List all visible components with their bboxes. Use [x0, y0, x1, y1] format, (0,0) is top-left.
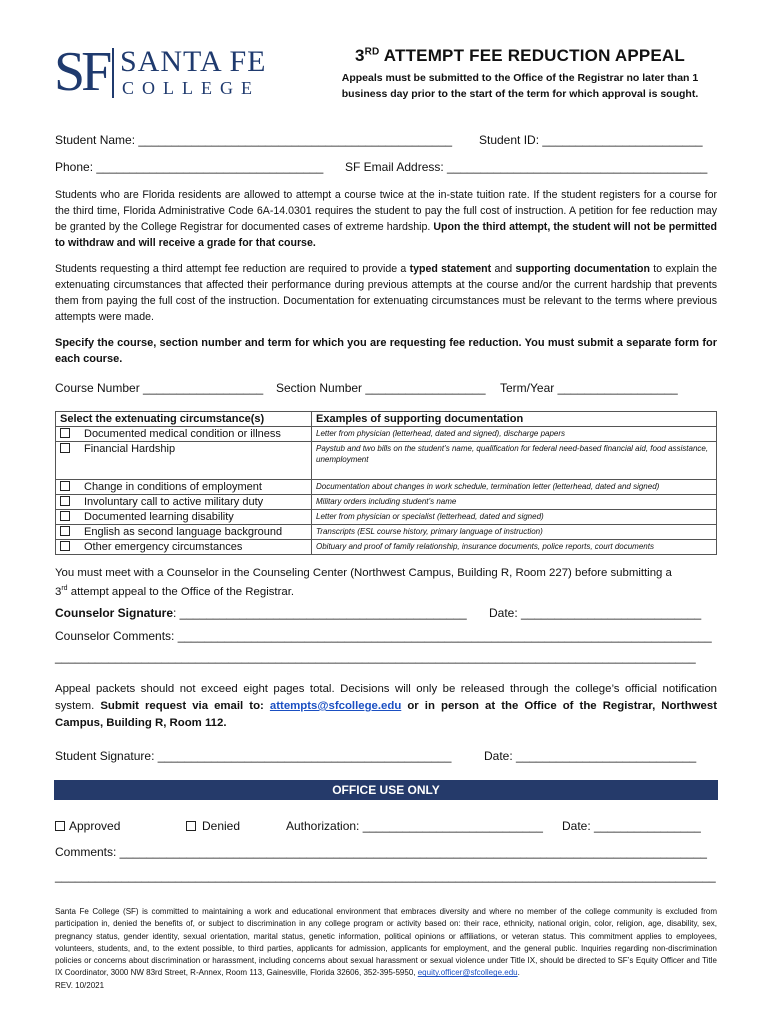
residency-paragraph: Students who are Florida residents are allowed to attempt a course twice at the in-state tuition rate. If the student registers for a course for the third time, Florida Administrative Code 6A-14.0301 requires the student to pay the full cost of instruction. A petition for fee reduction may be granted by the College Registrar for documented cases of extreme hardship. Upon the third attempt, the student will not be permitted to withdraw and will receive a grade for that course.: [55, 189, 717, 249]
counselor-comments-field[interactable]: Counselor Comments: ________________________________________________________________________________: [55, 629, 712, 643]
office-use-banner: OFFICE USE ONLY: [54, 780, 718, 800]
submission-paragraph: Appeal packets should not exceed eight pages total. Decisions will only be released through the college’s official notification system. Submit request via email to: attempts@sfcollege.edu or in person at the Office of the Registrar, Northwest Campus, Building R, Room 112.: [55, 683, 718, 729]
course-number-field[interactable]: Course Number __________________: [55, 381, 264, 395]
table-row: Documented medical condition or illness Letter from physician (letterhead, dated and signed), discharge papers: [56, 427, 717, 442]
checkbox-employment[interactable]: [60, 481, 70, 491]
approved-checkbox[interactable]: [55, 821, 65, 831]
phone-field[interactable]: Phone: __________________________________: [55, 160, 324, 174]
counselor-comments-line-2[interactable]: ________________________________________________________________________________________________: [55, 650, 696, 664]
table-row: Financial Hardship Paystub and two bills on the student’s name, qualification for federal need-based financial aid, food assistance, unemployment: [56, 442, 717, 480]
page-title: 3RD ATTEMPT FEE REDUCTION APPEAL: [354, 46, 685, 65]
checkbox-military[interactable]: [60, 496, 70, 506]
approved-option[interactable]: Approved: [55, 819, 120, 833]
table-row: Involuntary call to active military duty Military orders including student’s name: [56, 495, 717, 510]
logo-initials: SF: [54, 41, 109, 103]
table-row: English as second language background Transcripts (ESL course history, primary language of instruction): [56, 525, 717, 540]
counselor-instructions: You must meet with a Counselor in the Counseling Center (Northwest Campus, Building R, Room 227) before submitting a 3rd attempt appeal to the Office of the Registrar.: [55, 567, 672, 598]
circumstances-table: [55, 411, 717, 555]
logo-subtitle: COLLEGE: [122, 78, 260, 98]
attempts-email-link[interactable]: attempts@sfcollege.edu: [269, 700, 402, 712]
office-date-field[interactable]: Date: ________________: [562, 819, 701, 833]
authorization-field[interactable]: Authorization: ___________________________: [286, 819, 543, 833]
student-date-field[interactable]: Date: ___________________________: [484, 749, 697, 763]
table-row: Change in conditions of employment Documentation about changes in work schedule, termination letter (letterhead, dated and signed): [56, 480, 717, 495]
counselor-date-field[interactable]: Date: ___________________________: [489, 606, 702, 620]
logo-divider: [112, 48, 114, 98]
denied-option[interactable]: Denied: [186, 819, 240, 833]
specify-course-instructions: Specify the course, section number and term for which you are requesting fee reduction. You must submit a separate form for each course.: [55, 337, 717, 365]
denied-checkbox[interactable]: [186, 821, 196, 831]
checkbox-medical[interactable]: [60, 428, 70, 438]
checkbox-financial[interactable]: [60, 443, 70, 453]
college-logo: [54, 41, 274, 103]
term-year-field[interactable]: Term/Year __________________: [500, 381, 678, 395]
student-name-field[interactable]: Student Name: _______________________________________________: [55, 133, 453, 147]
student-signature-field[interactable]: Student Signature: ____________________________________________: [55, 749, 452, 763]
checkbox-esl[interactable]: [60, 526, 70, 536]
requirements-paragraph: Students requesting a third attempt fee reduction are required to provide a typed statement and supporting documentation to explain the extenuating circumstances that affected their performance during previous attempts at the course and/or the current hardship that prevents them from paying the full cost of the instruction. Documentation for extenuating circumstances must be relevant to the terms where previous attempts were made.: [55, 263, 717, 323]
office-comments-field[interactable]: Comments: ________________________________________________________________________________________: [55, 845, 707, 859]
page-subtitle: Appeals must be submitted to the Office of the Registrar no later than 1 business day prior to the start of the term for which approval is sought.: [341, 72, 699, 100]
revision-date: REV. 10/2021: [55, 980, 105, 990]
table-header-examples: Examples of supporting documentation: [312, 412, 717, 427]
non-discrimination-statement: Santa Fe College (SF) is committed to maintaining a work and educational environment that embraces diversity and where no member of the college community is excluded from participation in, denied the benefits of, or subject to discrimination in any college program or activity based on: their race, ethnicity, national origin, color, religion, age, disability, sex, pregnancy status, gender identity, sexual orientation, marital status, genetic information, political opinions or affiliations, or veteran status. This commitment applies to employees, volunteers, students, and, to the extent possible, to third parties, applicants for admission, applicants for employment, and the general public. Inquiries regarding non-discrimination policies or concerns about discrimination or harassment, including concerns about sexual harassment or sexual violence under Title IX, should be directed to SF’s Equity Officer and Title IX Coordinator, 3000 NW 83rd Street, R-Annex, Room 113, Gainesville, Florida 32606, 352-395-5950, equity.officer@sfcollege.edu. REV. 10/2021: [55, 907, 717, 990]
student-id-field[interactable]: Student ID: ________________________: [479, 133, 703, 147]
equity-officer-email-link[interactable]: equity.officer@sfcollege.edu: [417, 968, 518, 978]
sf-email-field[interactable]: SF Email Address: _______________________________________: [345, 160, 708, 174]
table-row: Other emergency circumstances Obituary and proof of family relationship, insurance documents, police reports, court documents: [56, 540, 717, 555]
office-comments-line-2[interactable]: ___________________________________________________________________________________________________: [55, 869, 716, 883]
table-header-circumstance: Select the extenuating circumstance(s): [56, 412, 312, 427]
checkbox-learning-disability[interactable]: [60, 511, 70, 521]
counselor-signature-field[interactable]: Counselor Signature: ___________________________________________: [55, 606, 467, 620]
table-row: Documented learning disability Letter from physician or specialist (letterhead, dated and signed): [56, 510, 717, 525]
checkbox-other[interactable]: [60, 541, 70, 551]
section-number-field[interactable]: Section Number __________________: [276, 381, 486, 395]
logo-name: SANTA FE: [120, 45, 267, 78]
